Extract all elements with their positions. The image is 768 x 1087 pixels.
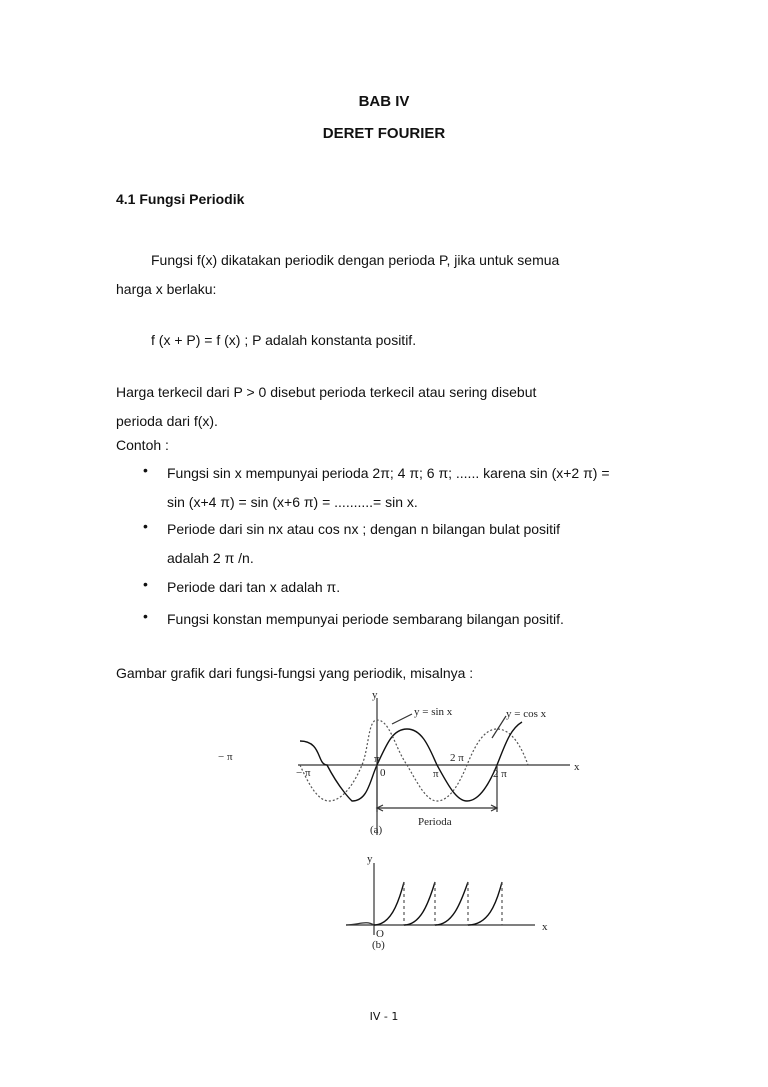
cos-label: y = cos x (506, 708, 547, 720)
cos-curve (300, 720, 528, 801)
bullet-1-line-1: Fungsi sin x mempunyai perioda 2π; 4 π; 6 π; ...... karena sin (x+2 π) = (167, 465, 610, 481)
y-label-b: y (367, 853, 373, 865)
sin-label-leader (392, 714, 412, 724)
period-label: Perioda (418, 816, 452, 828)
x-label-b: x (542, 921, 548, 933)
tick-neg-pi: − π (296, 767, 311, 779)
span-2pi: 2 π (450, 752, 464, 764)
bullet-3-line-1: Periode dari tan x adalah π. (167, 579, 341, 595)
chapter-number: BAB IV (358, 93, 410, 110)
bullet-2-line-2: adalah 2 π /n. (167, 550, 254, 566)
outside-neg-pi-label: − π (218, 751, 233, 763)
caption-a: (a) (370, 824, 383, 836)
periodic-curve-b (374, 882, 502, 925)
section-heading: 4.1 Fungsi Periodik (116, 191, 245, 207)
sin-label: y = sin x (414, 706, 453, 718)
bullet-dot: • (143, 608, 148, 624)
smallest-period-line-2: perioda dari f(x). (116, 413, 218, 429)
cos-label-leader (492, 716, 506, 738)
tick-pi-top: π (374, 753, 380, 765)
bullet-dot: • (143, 518, 148, 534)
bullet-dot: • (143, 462, 148, 478)
bullet-4-line-1: Fungsi konstan mempunyai periode sembarang bilangan positif. (167, 611, 564, 627)
origin-label: O (376, 928, 384, 940)
figure-intro: Gambar grafik dari fungsi-fungsi yang periodik, misalnya : (116, 665, 474, 681)
intro-line-1: Fungsi f(x) dikatakan periodik dengan perioda P, jika untuk semua (151, 252, 560, 268)
tick-2pi: 2 π (493, 768, 507, 780)
smallest-period-line-1: Harga terkecil dari P > 0 disebut perioda terkecil atau sering disebut (116, 384, 537, 400)
tick-pi: π (433, 768, 439, 780)
bullet-dot: • (143, 576, 148, 592)
chapter-title: DERET FOURIER (322, 125, 446, 142)
periodic-formula: f (x + P) = f (x) ; P adalah konstanta positif. (151, 332, 417, 348)
tick-zero: 0 (380, 767, 386, 779)
caption-b: (b) (372, 939, 385, 951)
y-label-a: y (372, 689, 378, 701)
bullet-1-line-2: sin (x+4 π) = sin (x+6 π) = ..........= sin x. (167, 494, 418, 510)
x-label-a: x (574, 761, 580, 773)
page-number: IV - 1 (369, 1010, 399, 1023)
intro-line-2: harga x berlaku: (116, 281, 217, 297)
bullet-2-line-1: Periode dari sin nx atau cos nx ; dengan n bilangan bulat positif (167, 521, 561, 537)
example-label: Contoh : (116, 437, 169, 453)
